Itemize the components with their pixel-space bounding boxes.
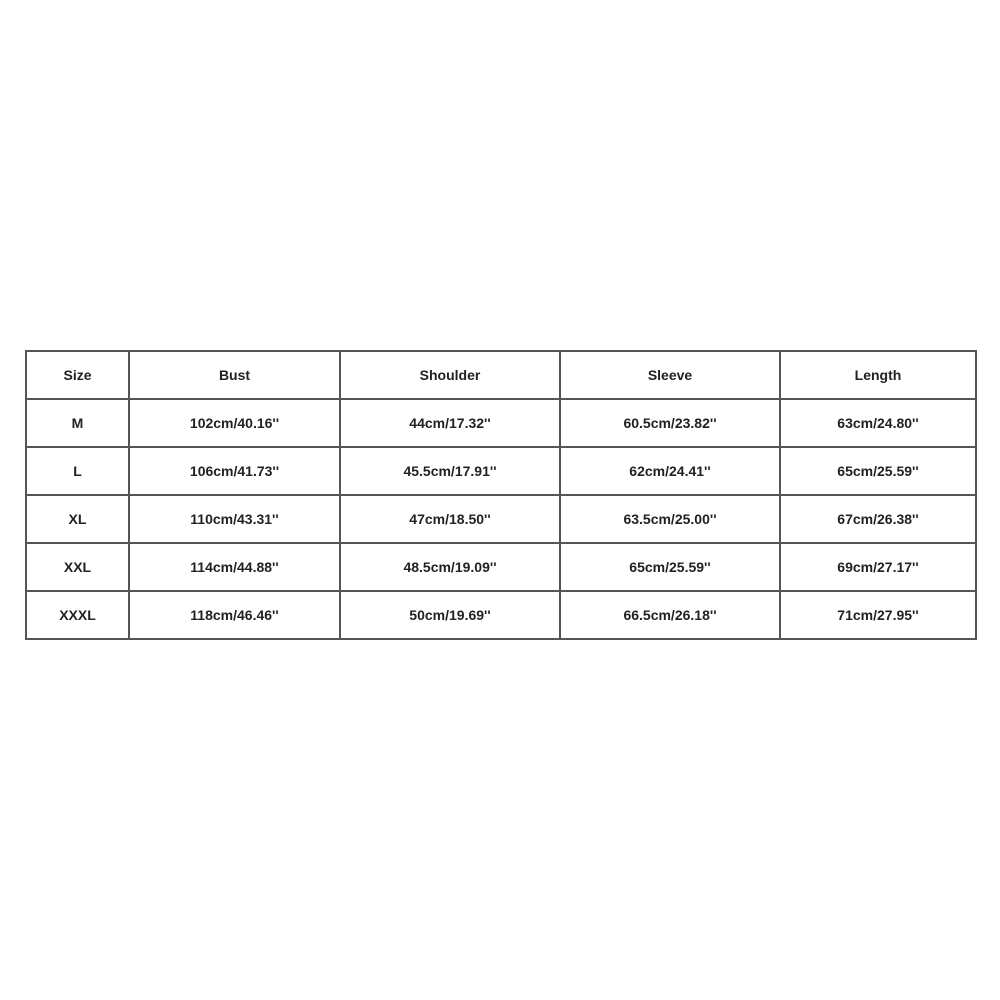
length-cell: 71cm/27.95'' xyxy=(780,591,976,639)
header-shoulder: Shoulder xyxy=(340,351,560,399)
table-row xyxy=(26,447,976,495)
sleeve-cell: 66.5cm/26.18'' xyxy=(560,591,780,639)
header-length: Length xyxy=(780,351,976,399)
table-row xyxy=(26,543,976,591)
table-header-row xyxy=(26,351,976,399)
shoulder-cell: 44cm/17.32'' xyxy=(340,399,560,447)
shoulder-cell: 45.5cm/17.91'' xyxy=(340,447,560,495)
shoulder-cell: 50cm/19.69'' xyxy=(340,591,560,639)
header-sleeve: Sleeve xyxy=(560,351,780,399)
shoulder-cell: 47cm/18.50'' xyxy=(340,495,560,543)
length-cell: 69cm/27.17'' xyxy=(780,543,976,591)
size-cell: XXL xyxy=(26,543,129,591)
size-cell: M xyxy=(26,399,129,447)
header-size: Size xyxy=(26,351,129,399)
length-cell: 63cm/24.80'' xyxy=(780,399,976,447)
bust-cell: 102cm/40.16'' xyxy=(129,399,340,447)
sleeve-cell: 62cm/24.41'' xyxy=(560,447,780,495)
shoulder-cell: 48.5cm/19.09'' xyxy=(340,543,560,591)
length-cell: 65cm/25.59'' xyxy=(780,447,976,495)
size-chart-table xyxy=(25,350,977,640)
bust-cell: 110cm/43.31'' xyxy=(129,495,340,543)
bust-cell: 118cm/46.46'' xyxy=(129,591,340,639)
table-row xyxy=(26,591,976,639)
header-bust: Bust xyxy=(129,351,340,399)
length-cell: 67cm/26.38'' xyxy=(780,495,976,543)
table-row xyxy=(26,495,976,543)
size-cell: XL xyxy=(26,495,129,543)
sleeve-cell: 65cm/25.59'' xyxy=(560,543,780,591)
size-cell: L xyxy=(26,447,129,495)
bust-cell: 106cm/41.73'' xyxy=(129,447,340,495)
bust-cell: 114cm/44.88'' xyxy=(129,543,340,591)
size-cell: XXXL xyxy=(26,591,129,639)
sleeve-cell: 63.5cm/25.00'' xyxy=(560,495,780,543)
table-row xyxy=(26,399,976,447)
sleeve-cell: 60.5cm/23.82'' xyxy=(560,399,780,447)
